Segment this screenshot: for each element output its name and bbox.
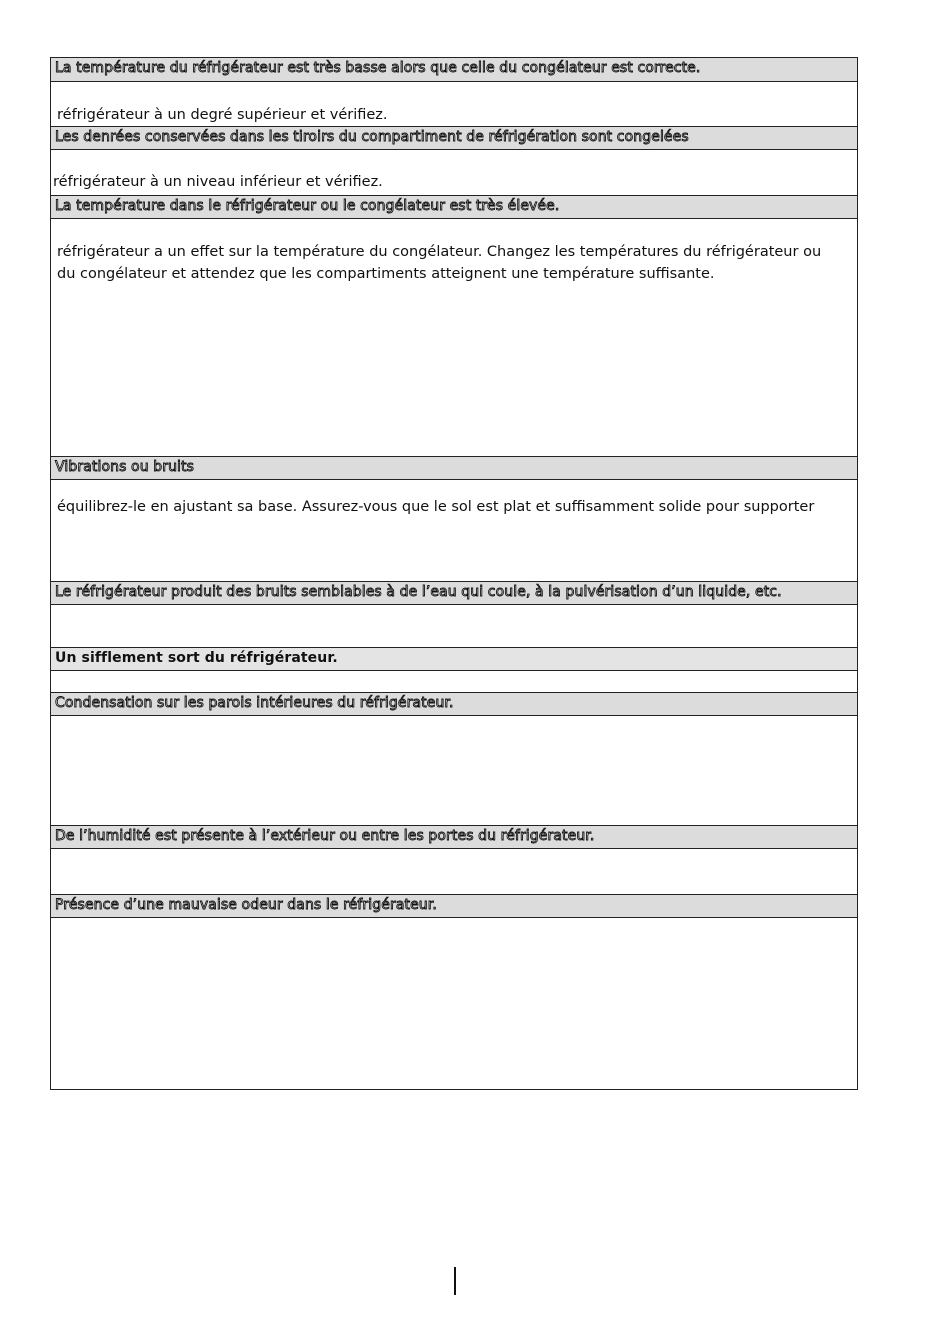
section-text: du congélateur et attendez que les compartiments atteignent une température suffisante. [57,266,715,282]
section-text: réfrigérateur à un niveau inférieur et vérifiez. [53,174,383,190]
section-header: Présence d’une mauvaise odeur dans le réfrigérateur. [51,894,857,918]
section-text: réfrigérateur à un degré supérieur et vérifiez. [57,107,388,123]
section-header: La température dans le réfrigérateur ou le congélateur est très élevée. [51,195,857,219]
section-text: réfrigérateur a un effet sur la température du congélateur. Changez les températures du réfrigérateur ou [57,244,822,260]
section-header: Le réfrigérateur produit des bruits semblables à de l’eau qui coule, à la pulvérisation d’un liquide, etc. [51,581,857,605]
section-header: Condensation sur les parois intérieures du réfrigérateur. [51,692,857,716]
troubleshooting-table [50,57,858,1090]
section-text: équilibrez-le en ajustant sa base. Assurez-vous que le sol est plat et suffisamment solide pour supporter [57,499,815,515]
section-header: La température du réfrigérateur est très basse alors que celle du congélateur est correcte. [51,58,857,82]
section-header: Les denrées conservées dans les tiroirs du compartiment de réfrigération sont congelées [51,126,857,150]
page-number-mark [454,1267,456,1295]
section-header: De l’humidité est présente à l’extérieur ou entre les portes du réfrigérateur. [51,825,857,849]
section-header: Un sifflement sort du réfrigérateur. [51,647,857,671]
section-header: Vibrations ou bruits [51,456,857,480]
